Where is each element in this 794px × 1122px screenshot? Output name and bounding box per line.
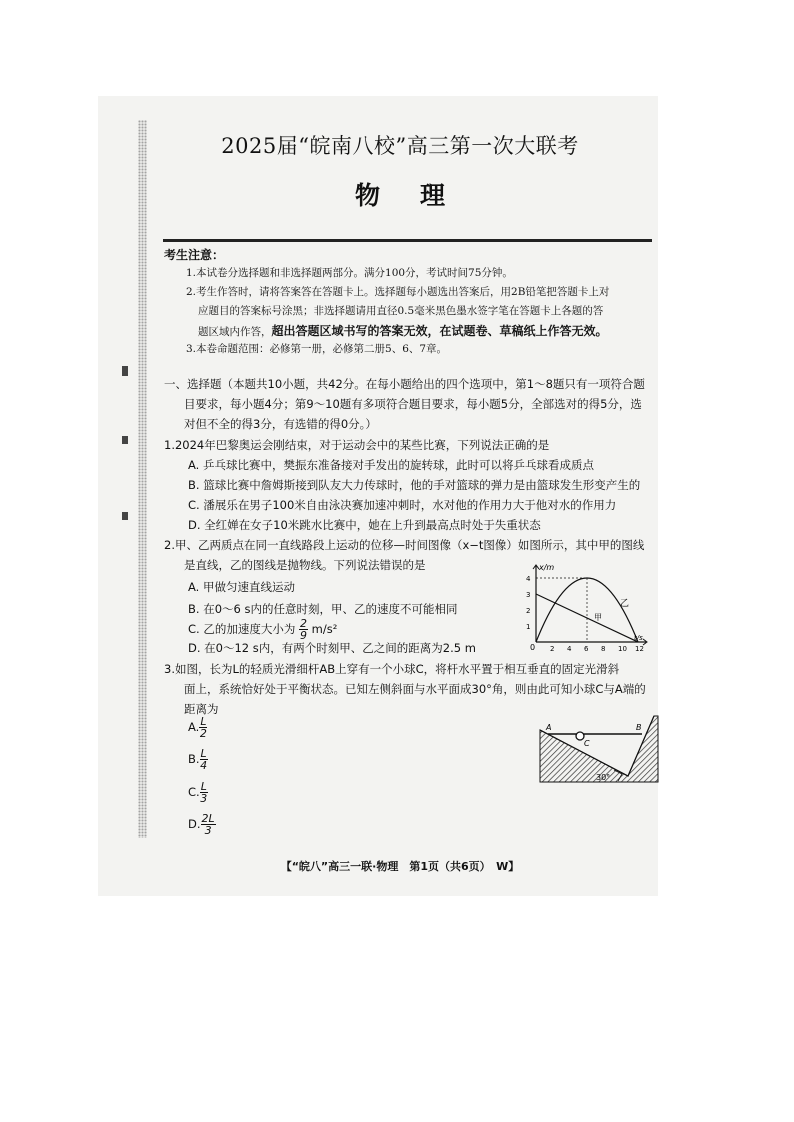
xt-graph — [522, 560, 650, 656]
label-b: B — [636, 723, 642, 732]
label-jia: 甲 — [594, 613, 602, 622]
x-tick-label: 4 — [567, 645, 572, 653]
margin-mark — [122, 366, 128, 376]
section-instructions-3: 对但不全的得3分，有选错的得0分。） — [184, 417, 377, 431]
fraction-numerator: 2 — [300, 617, 307, 630]
incline-figure — [538, 712, 660, 784]
fraction-denominator: 3 — [204, 824, 212, 837]
page-footer: 【“皖八”高三一联·物理 第1页（共6页） W】 — [280, 860, 520, 873]
q2-option-c-unit: m/s² — [311, 622, 338, 636]
q3-option-d — [188, 813, 216, 836]
q3-option-c — [188, 781, 208, 804]
exam-title: 2025届“皖南八校”高三第一次大联考 — [221, 134, 579, 158]
fraction-denominator: 4 — [200, 759, 208, 772]
graph-axes — [533, 565, 647, 645]
q3-stem-cont: 面上，系统恰好处于平衡状态。已知左侧斜面与水平面成30°角，则由此可知小球C与A端的 — [184, 682, 646, 696]
q1-option-c: C. 潘展乐在男子100米自由泳决赛加速冲刺时，水对他的作用力大于他对水的作用力 — [188, 498, 617, 512]
x-tick-label: 6 — [584, 645, 589, 653]
fraction-numerator: L — [200, 715, 207, 728]
graph-origin: 0 — [530, 643, 536, 652]
q2-option-c-fraction — [299, 618, 308, 641]
option-letter: C. — [188, 785, 200, 799]
option-letter: B. — [188, 752, 200, 766]
fraction-numerator: 2L — [201, 812, 215, 825]
label-yi: 乙 — [620, 599, 630, 609]
note-2-cont2 — [198, 322, 608, 339]
x-tick-label: 2 — [550, 645, 555, 653]
subject-title: 物理 — [354, 181, 485, 210]
graph-gridlines — [536, 578, 587, 642]
y-tick-label: 2 — [526, 607, 531, 615]
x-tick-label: 10 — [618, 645, 627, 653]
label-angle: 30° — [596, 773, 611, 782]
section-instructions-2: 目要求，每小题4分；第9～10题有多项符合题目要求，每小题5分，全部选对的得5分，选 — [184, 397, 642, 411]
margin-mark — [122, 436, 128, 444]
label-a: A — [546, 723, 552, 732]
q3-option-b — [188, 748, 208, 771]
header-rule — [163, 239, 652, 242]
t-axis-label: t/s — [634, 634, 643, 642]
fraction-numerator: L — [200, 747, 207, 760]
x-tick-label: 12 — [635, 645, 644, 653]
option-fraction — [200, 781, 208, 804]
q1-stem: 1.2024年巴黎奥运会刚结束，对于运动会中的某些比赛，下列说法正确的是 — [164, 438, 550, 452]
notes-heading: 考生注意： — [164, 248, 225, 262]
q2-option-b: B. 在0～6 s内的任意时刻，甲、乙的速度不可能相同 — [188, 602, 458, 616]
note-2: 2.考生作答时，请将答案答在答题卡上。选择题每小题选出答案后，用2B铅笔把答题卡上对 — [186, 286, 610, 298]
y-tick-label: 3 — [526, 591, 531, 599]
x-tick-label: 8 — [601, 645, 606, 653]
q2-stem: 2.甲、乙两质点在同一直线路段上运动的位移—时间图像（x−t图像）如图所示，其中甲的图线 — [164, 538, 645, 552]
q1-option-a: A. 乒乓球比赛中，樊振东准备接对手发出的旋转球，此时可以将乒乓球看成质点 — [188, 458, 594, 472]
section-instructions-1: 一、选择题（本题共10小题，共42分。在每小题给出的四个选项中，第1～8题只有一项符合题 — [164, 377, 645, 391]
q2-option-c-text: C. 乙的加速度大小为 — [188, 622, 296, 636]
fraction-denominator: 9 — [300, 629, 307, 642]
option-letter: D. — [188, 817, 201, 831]
fraction-denominator: 3 — [200, 792, 208, 805]
ball-c — [576, 732, 584, 740]
option-fraction — [201, 813, 216, 836]
margin-mark — [122, 512, 128, 520]
note-1: 1.本试卷分选择题和非选择题两部分。满分100分，考试时间75分钟。 — [186, 267, 513, 279]
q2-stem-cont: 是直线，乙的图线是抛物线。下列说法错误的是 — [184, 558, 426, 572]
graph-ticks — [526, 575, 644, 653]
q1-option-d: D. 全红婵在女子10米跳水比赛中，她在上升到最高点时处于失重状态 — [188, 518, 541, 532]
note-2-cont: 应题目的答案标号涂黑；非选择题请用直径0.5毫米黑色墨水签字笔在答题卡上各题的答 — [198, 305, 604, 317]
option-fraction — [200, 748, 208, 771]
note-2-warning: 超出答题区域书写的答案无效，在试题卷、草稿纸上作答无效。 — [271, 324, 608, 338]
q3-stem-cont2: 距离为 — [184, 702, 219, 716]
q2-option-c — [188, 618, 337, 641]
option-fraction — [199, 716, 207, 739]
q2-option-d: D. 在0～12 s内，有两个时刻甲、乙之间的距离为2.5 m — [188, 641, 476, 655]
x-axis-label: x/m — [539, 563, 555, 572]
y-tick-label: 4 — [526, 575, 531, 583]
q2-option-a: A. 甲做匀速直线运动 — [188, 580, 295, 594]
y-tick-label: 1 — [526, 623, 531, 631]
q1-option-b: B. 篮球比赛中詹姆斯接到队友大力传球时，他的手对篮球的弹力是由篮球发生形变产生的 — [188, 478, 641, 492]
note-2-text: 题区域内作答， — [198, 326, 272, 338]
option-letter: A. — [188, 720, 200, 734]
label-c: C — [584, 739, 590, 748]
q3-option-a — [188, 716, 207, 739]
note-3: 3.本卷命题范围：必修第一册，必修第二册5、6、7章。 — [186, 343, 448, 355]
binding-margin — [138, 120, 147, 838]
q3-stem: 3.如图，长为L的轻质光滑细杆AB上穿有一个小球C，将杆水平置于相互垂直的固定光滑斜 — [164, 662, 620, 676]
fraction-denominator: 2 — [199, 727, 207, 740]
fraction-numerator: L — [200, 780, 207, 793]
